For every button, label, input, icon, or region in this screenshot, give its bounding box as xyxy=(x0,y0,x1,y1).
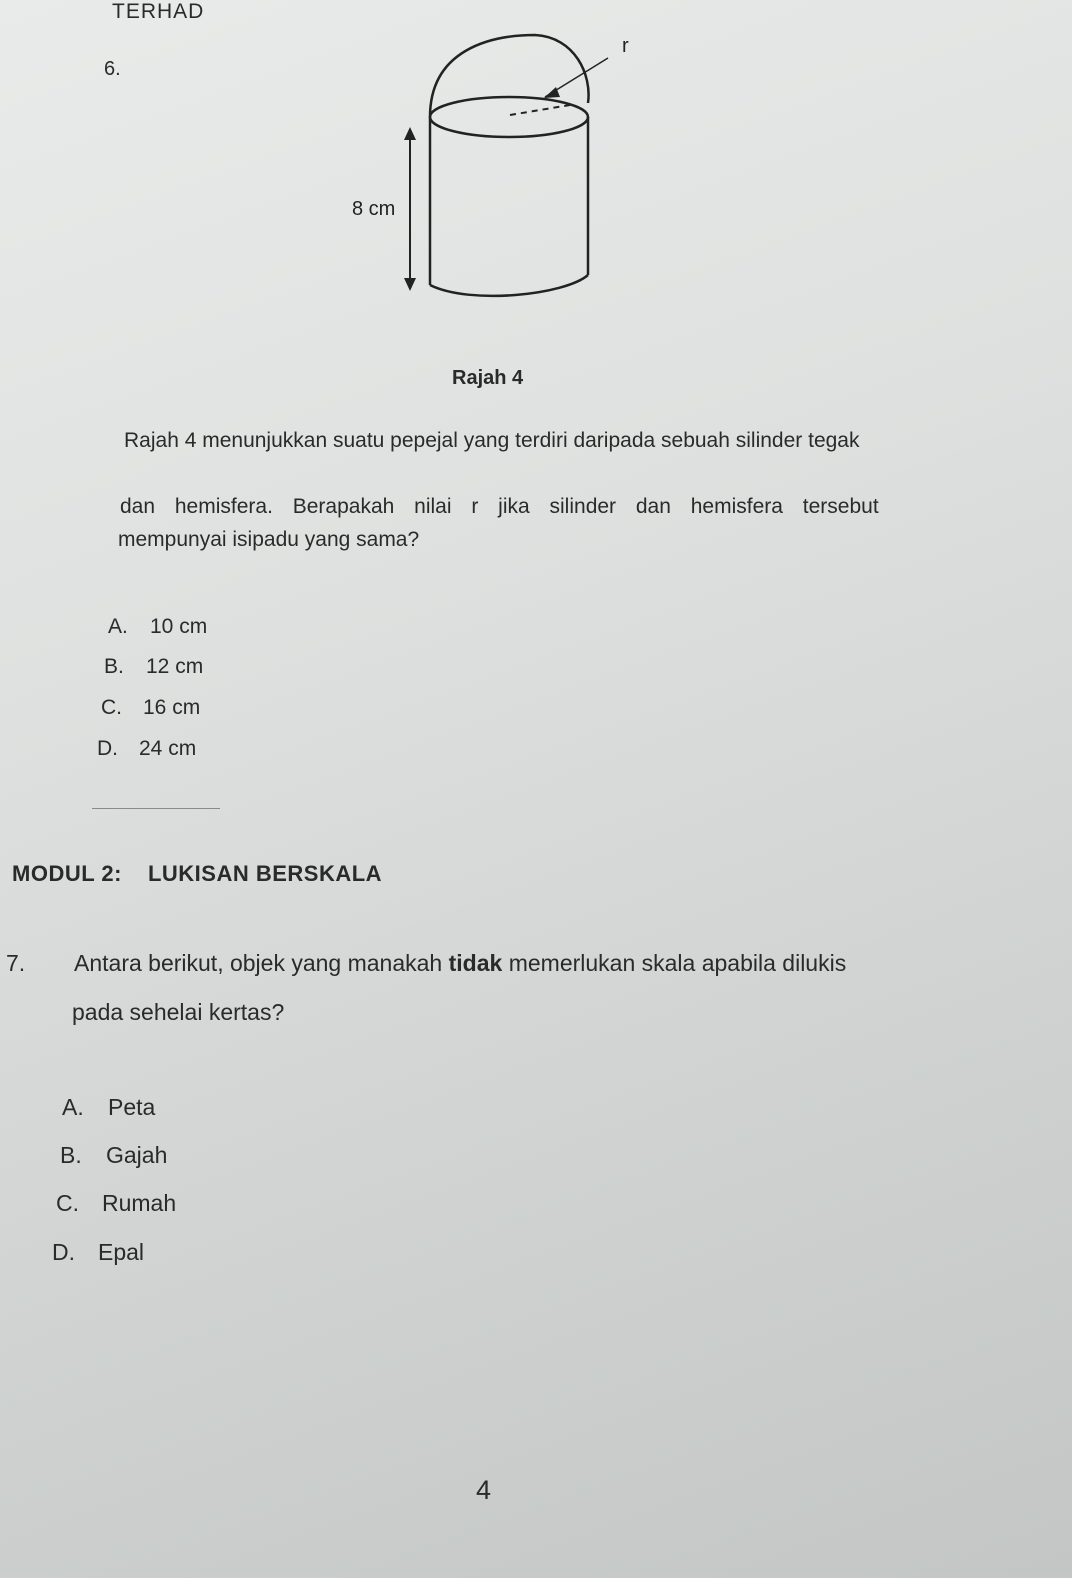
cylinder-bottom-curve xyxy=(430,275,588,296)
label-r: r xyxy=(622,35,629,57)
divider-line xyxy=(92,808,220,809)
module-name: LUKISAN BERSKALA xyxy=(147,861,383,886)
option-text: Epal xyxy=(98,1239,145,1265)
q7-option-b xyxy=(60,1142,167,1169)
option-letter: C. xyxy=(101,696,122,719)
q7-text-before: Antara berikut, objek yang manakah xyxy=(74,950,449,976)
q6-option-c xyxy=(101,696,200,720)
cylinder-hemisphere-diagram xyxy=(330,25,650,315)
option-letter: B. xyxy=(104,655,124,678)
q7-option-d xyxy=(52,1239,144,1266)
q7-line-2: pada sehelai kertas? xyxy=(72,999,285,1025)
q6-text-line-2: dan hemisfera. Berapakah nilai r jika silinder dan hemisfera tersebut xyxy=(120,495,879,518)
page-number: 4 xyxy=(476,1475,492,1505)
q7-option-a xyxy=(62,1094,155,1121)
option-text: Peta xyxy=(108,1094,156,1120)
module-heading xyxy=(12,861,382,887)
module-code: MODUL 2: xyxy=(12,861,122,886)
option-letter: D. xyxy=(97,737,118,760)
q7-option-c xyxy=(56,1190,176,1217)
option-letter: C. xyxy=(56,1190,79,1216)
q6-option-b xyxy=(104,655,203,679)
q7-line-1 xyxy=(6,950,846,977)
option-letter: D. xyxy=(52,1239,75,1265)
height-arrow-top xyxy=(404,127,416,140)
q6-option-a xyxy=(108,615,207,639)
figure-caption: Rajah 4 xyxy=(452,367,524,389)
option-text: Gajah xyxy=(106,1142,168,1168)
q7-text-bold: tidak xyxy=(448,950,503,976)
question-7-number: 7. xyxy=(6,950,26,976)
question-6-number: 6. xyxy=(104,58,121,80)
hemisphere-arc xyxy=(430,35,589,117)
option-text: 24 cm xyxy=(139,737,197,760)
radius-dashed-line xyxy=(510,105,570,115)
option-text: Rumah xyxy=(102,1190,177,1216)
option-text: 12 cm xyxy=(146,655,204,678)
option-letter: A. xyxy=(108,615,128,638)
height-arrow-bottom xyxy=(404,278,416,291)
option-letter: B. xyxy=(60,1142,82,1168)
option-text: 10 cm xyxy=(150,615,208,638)
label-height: 8 cm xyxy=(352,198,396,220)
cylinder-top-ellipse xyxy=(430,97,588,137)
option-text: 16 cm xyxy=(143,696,201,719)
q6-option-d xyxy=(97,737,196,761)
q7-text-after: memerlukan skala apabila dilukis xyxy=(502,950,847,976)
q6-text-line-1: Rajah 4 menunjukkan suatu pepejal yang terdiri daripada sebuah silinder tegak xyxy=(124,429,860,452)
header-classification: TERHAD xyxy=(112,0,205,23)
q6-text-line-3: mempunyai isipadu yang sama? xyxy=(118,528,420,551)
option-letter: A. xyxy=(62,1094,84,1120)
